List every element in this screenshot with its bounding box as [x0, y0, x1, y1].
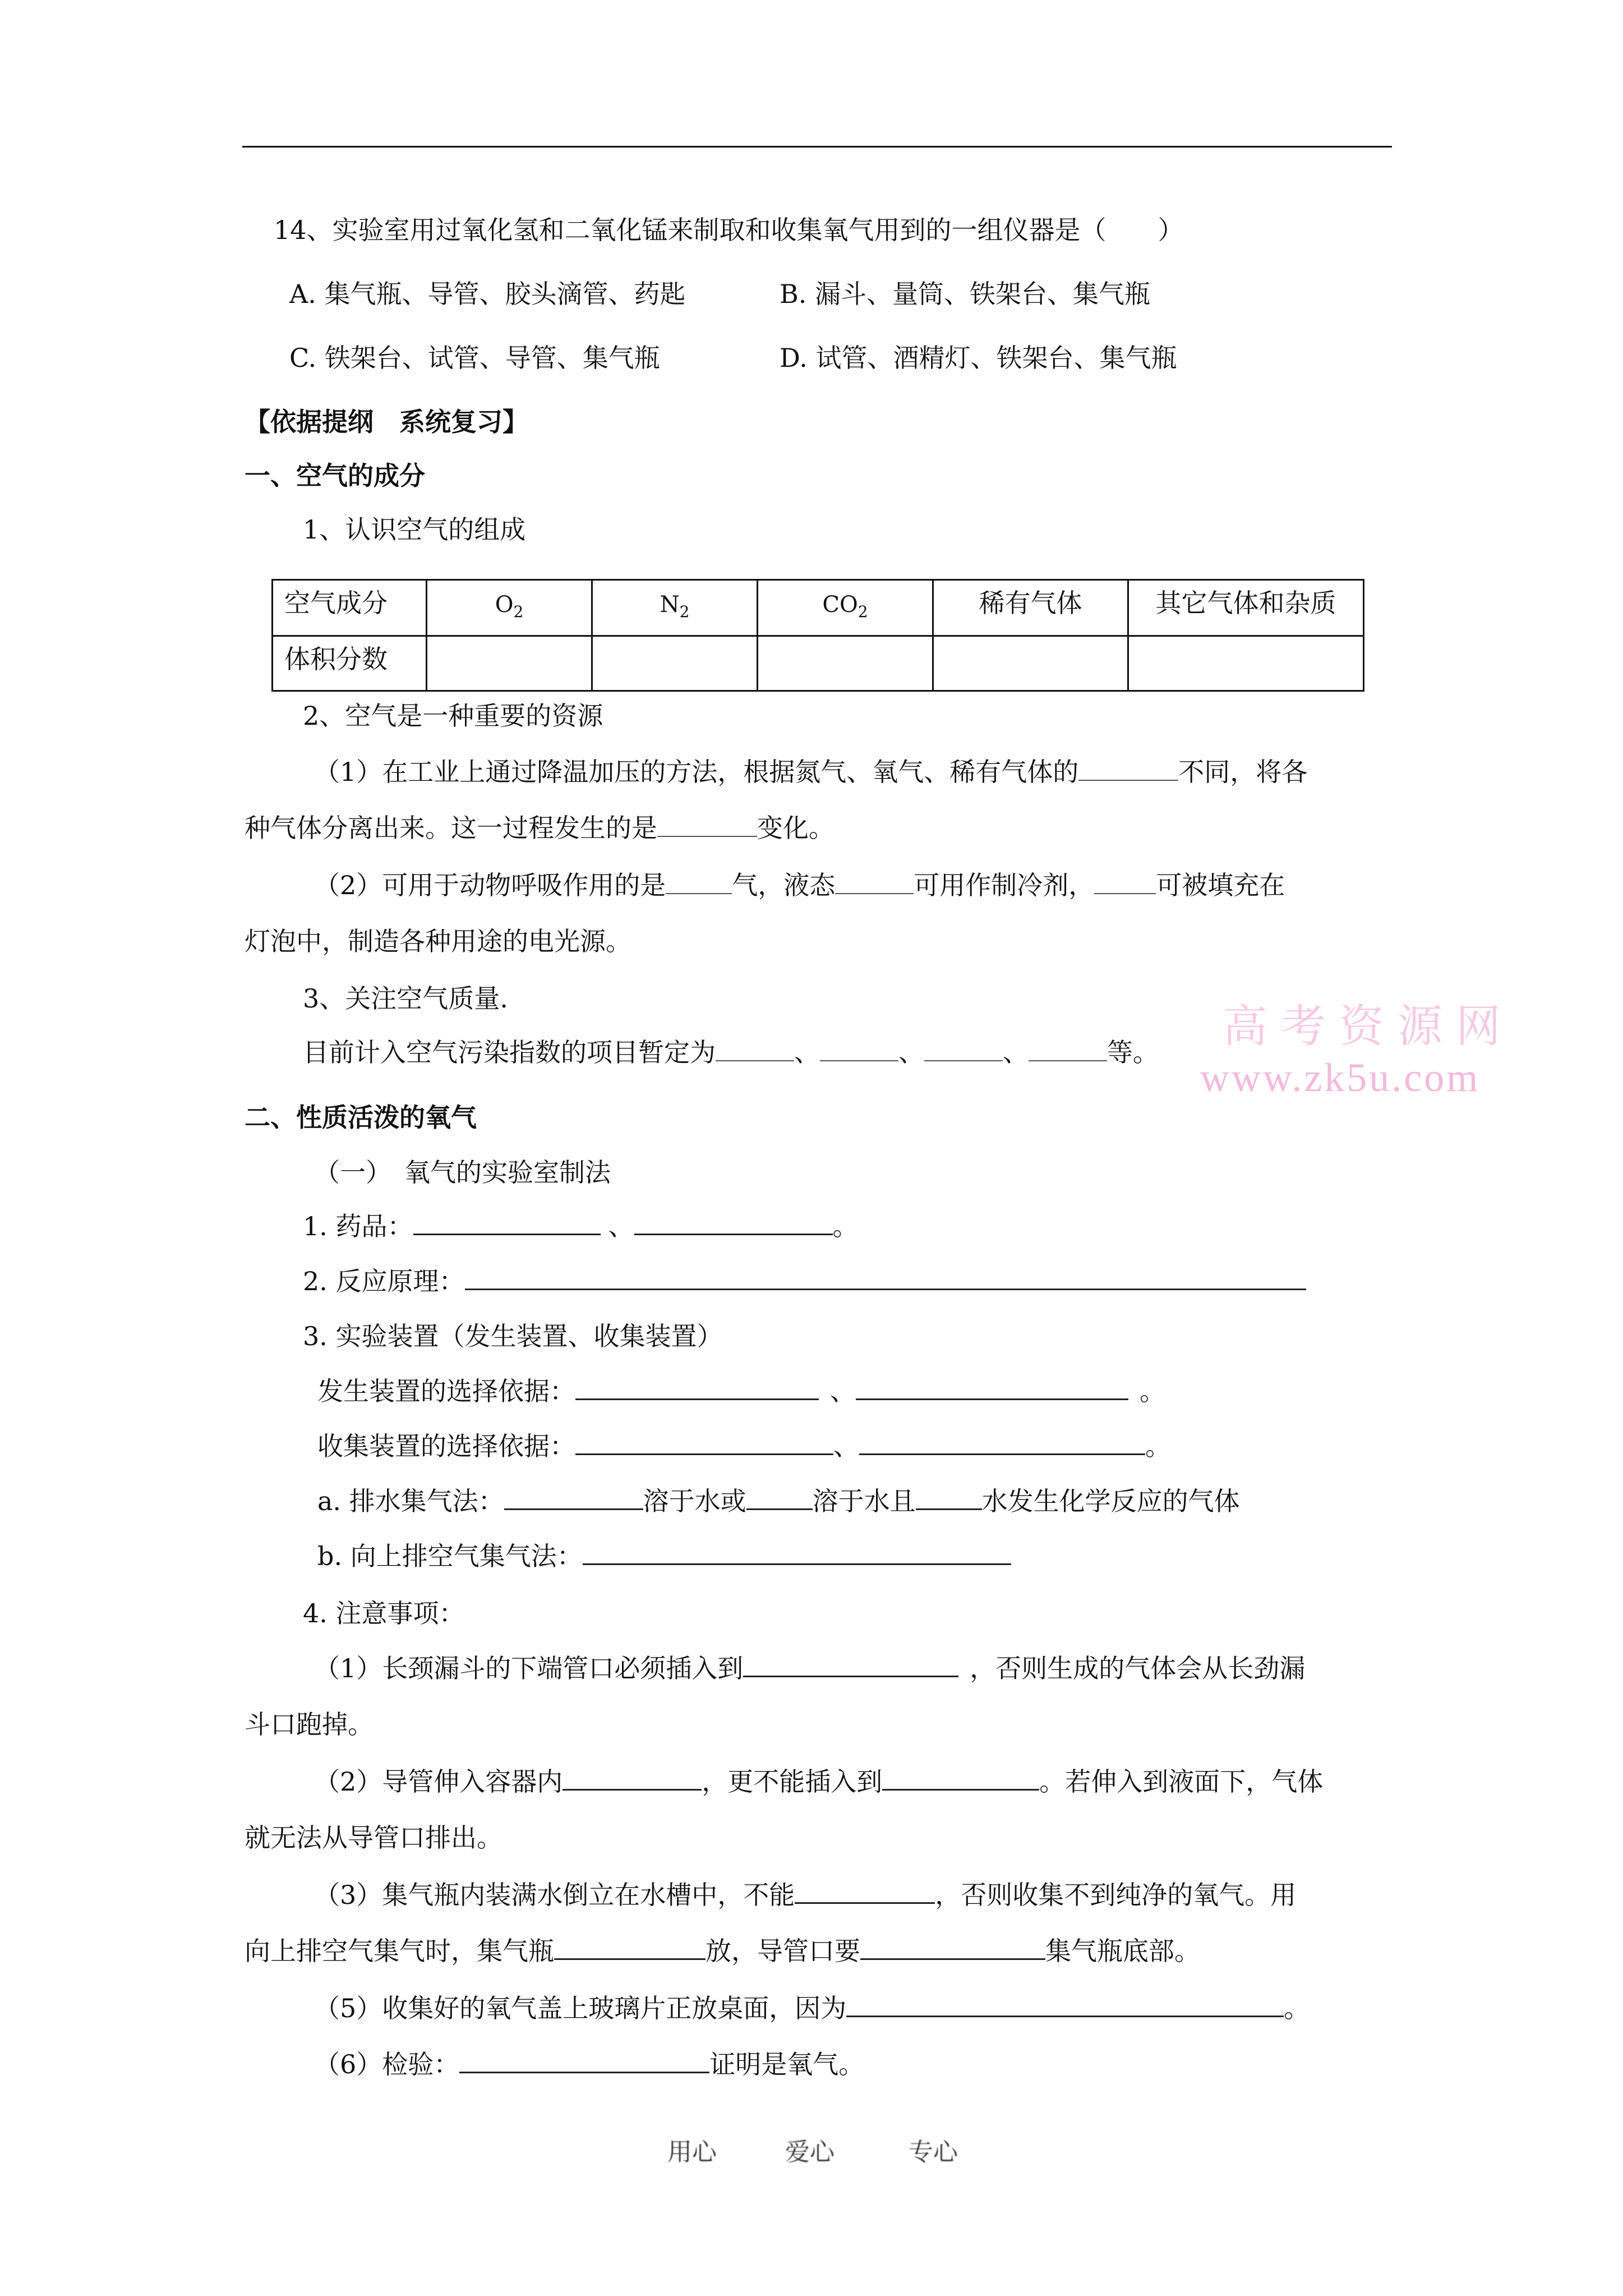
blank[interactable]	[554, 1936, 706, 1960]
blank[interactable]	[657, 813, 757, 837]
blank[interactable]	[583, 1541, 1011, 1565]
blank[interactable]	[575, 1376, 819, 1400]
blank[interactable]	[666, 871, 732, 894]
blank[interactable]	[459, 2049, 709, 2073]
part1-title: 一、空气的成分	[245, 461, 425, 491]
blank[interactable]	[846, 1993, 1284, 2017]
table-row	[273, 580, 1364, 636]
note-2-line1: （2）导管伸入容器内 ，更不能插入到 。若伸入到液面下，气体	[314, 1766, 1324, 1797]
table-cell-blank[interactable]	[427, 636, 592, 691]
device-label: 3. 实验装置（发生装置、收集装置）	[303, 1321, 723, 1351]
footer-word-3: 专心	[909, 2138, 958, 2166]
blank[interactable]	[1094, 871, 1156, 894]
q14-option-d: D. 试管、酒精灯、铁架台、集气瓶	[780, 343, 1177, 373]
blank[interactable]	[859, 1431, 1145, 1455]
blank[interactable]	[820, 1038, 898, 1061]
q14-stem: 14、实验室用过氧化氢和二氧化锰来制取和收集氧气用到的一组仪器是（ ）	[274, 215, 1184, 245]
note-5: （5）收集好的氧气盖上玻璃片正放桌面，因为 。	[314, 1993, 1310, 2023]
footer-word-1: 用心	[667, 2138, 717, 2166]
table-cell-co2: $CO_2$	[758, 580, 933, 636]
blank[interactable]	[1029, 1038, 1107, 1061]
para-1-line2: 种气体分离出来。这一过程发生的是 变化。	[245, 813, 834, 843]
note-2-line2: 就无法从导管口排出。	[245, 1823, 502, 1853]
table-cell-rare-gas: 稀有气体	[933, 580, 1128, 636]
note-1-line1: （1）长颈漏斗的下端管口必须插入到 ，否则生成的气体会从长劲漏	[314, 1653, 1306, 1683]
note-3-line1: （3）集气瓶内装满水倒立在水槽中，不能 ，否则收集不到纯净的氧气。用	[314, 1880, 1297, 1910]
part1-item1: 1、认识空气的组成	[303, 514, 526, 545]
blank[interactable]	[634, 1211, 833, 1235]
blank[interactable]	[413, 1211, 601, 1235]
upward-air-line: b. 向上排空气集气法：	[317, 1539, 1011, 1573]
blank[interactable]	[746, 1486, 813, 1510]
para-2-line2: 灯泡中，制造各种用途的电光源。	[245, 926, 631, 956]
blank[interactable]	[504, 1486, 643, 1510]
air-composition-table	[271, 579, 1364, 692]
part1-item3: 3、关注空气质量.	[303, 983, 508, 1014]
q14-option-a: A. 集气瓶、导管、胶头滴管、药匙	[289, 279, 686, 309]
blank[interactable]	[924, 1038, 1003, 1061]
para-2-line1: （2）可用于动物呼吸作用的是 气，液态 可用作制冷剂， 可被填充在	[314, 870, 1285, 900]
blank[interactable]	[882, 1766, 1039, 1791]
table-cell-label-fraction: 体积分数	[273, 636, 427, 691]
notes-label: 4. 注意事项：	[303, 1598, 465, 1628]
blank[interactable]	[856, 1376, 1128, 1400]
table-cell-n2: $N_2$	[592, 580, 758, 636]
watermark-title: 高考资源网	[1223, 1000, 1514, 1052]
principle-line: 2. 反应原理：	[303, 1264, 1306, 1298]
blank[interactable]	[916, 1486, 982, 1510]
table-cell-other-gas: 其它气体和杂质	[1128, 580, 1364, 636]
table-cell-blank[interactable]	[758, 636, 933, 691]
table-cell-blank[interactable]	[592, 636, 758, 691]
footer-word-2: 爱心	[785, 2138, 834, 2166]
gen-line: 发生装置的选择依据： 、 。	[317, 1376, 1165, 1406]
para-1-line1: （1）在工业上通过降温加压的方法，根据氮气、氧气、稀有气体的 不同，将各	[314, 757, 1308, 787]
drug-line: 1. 药品： 、 。	[303, 1211, 859, 1241]
col-line: 收集装置的选择依据： 、 。	[317, 1431, 1171, 1461]
part2-title: 二、性质活泼的氧气	[245, 1102, 477, 1133]
note-3-line2: 向上排空气集气时，集气瓶 放，导管口要 集气瓶底部。	[245, 1936, 1200, 1966]
blank[interactable]	[860, 1936, 1045, 1960]
header-rule	[242, 146, 1392, 148]
q14-option-c: C. 铁架台、试管、导管、集气瓶	[289, 343, 660, 373]
water-collect-line: a. 排水集气法： 溶于水或 溶于水且 水发生化学反应的气体	[317, 1486, 1240, 1516]
q14-option-b: B. 漏斗、量筒、铁架台、集气瓶	[780, 279, 1151, 309]
table-cell-label-component: 空气成分	[273, 580, 427, 636]
para-3: 目前计入空气污染指数的项目暂定为 、 、 、 等。	[303, 1037, 1159, 1068]
table-cell-blank[interactable]	[1128, 636, 1364, 691]
part1-item2: 2、空气是一种重要的资源	[303, 701, 603, 731]
table-cell-blank[interactable]	[933, 636, 1128, 691]
watermark-url: www.zk5u.com	[1200, 1055, 1481, 1100]
blank[interactable]	[1078, 757, 1178, 781]
blank[interactable]	[743, 1653, 958, 1677]
blank[interactable]	[716, 1038, 794, 1061]
section-header: 【依据提纲 系统复习】	[245, 407, 528, 437]
part2-sub1: （一） 氧气的实验室制法	[314, 1157, 611, 1188]
blank[interactable]	[835, 871, 914, 894]
note-6: （6）检验： 证明是氧气。	[314, 2049, 865, 2079]
blank[interactable]	[795, 1880, 935, 1904]
blank[interactable]	[465, 1266, 1306, 1290]
blank[interactable]	[562, 1766, 702, 1791]
table-row	[273, 636, 1364, 691]
table-cell-o2: $O_2$	[427, 580, 592, 636]
note-1-line2: 斗口跑掉。	[245, 1709, 374, 1740]
blank[interactable]	[575, 1431, 833, 1455]
